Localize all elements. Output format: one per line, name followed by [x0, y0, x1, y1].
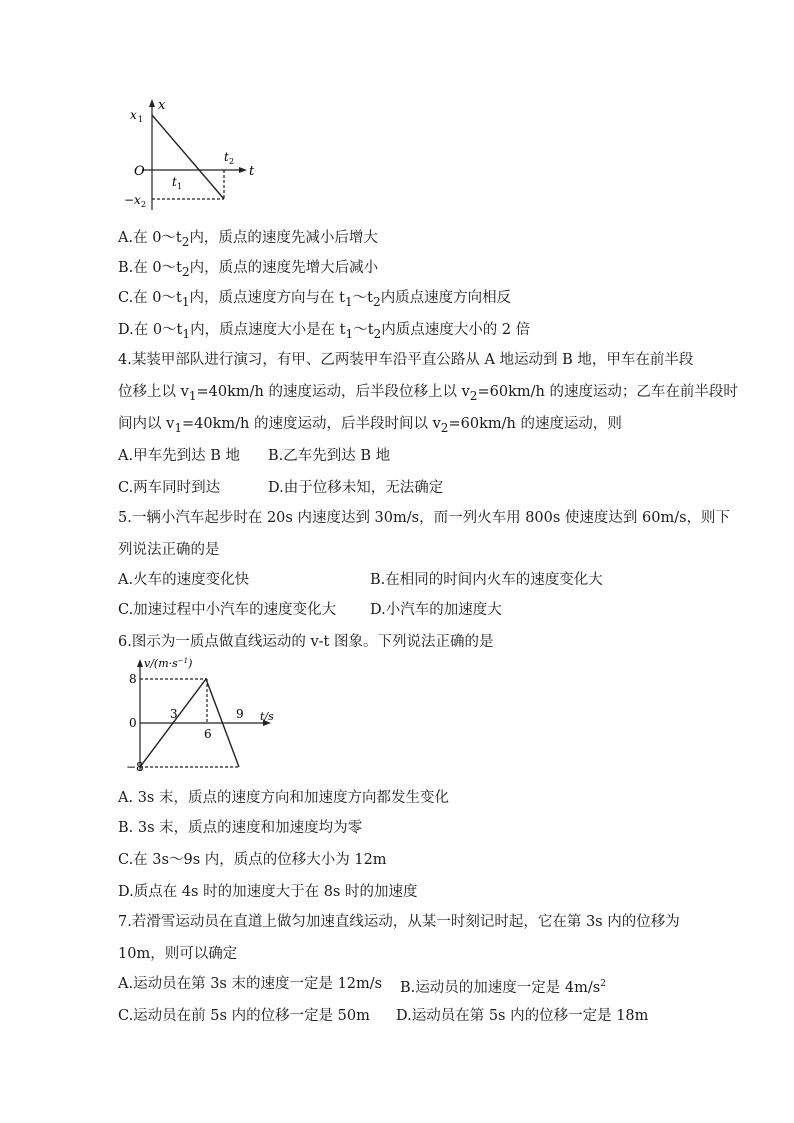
- q5-stem-line1: 5.一辆小汽车起步时在 20s 内速度达到 30m/s，而一列火车用 800s 使速度达到 60m/s，则下: [118, 510, 731, 526]
- x-axis-arrow: [149, 99, 155, 107]
- tick-neg8: −8: [126, 760, 144, 774]
- q4-option-a[interactable]: A.甲车先到达 B 地: [118, 448, 240, 464]
- q4-option-d[interactable]: D.由于位移未知，无法确定: [268, 480, 444, 496]
- q7-option-d[interactable]: D.运动员在第 5s 内的位移一定是 18m: [396, 1008, 649, 1024]
- q6-option-d[interactable]: D.质点在 4s 时的加速度大于在 8s 时的加速度: [118, 884, 418, 900]
- q7-stem-line2: 10m，则可以确定: [118, 946, 238, 962]
- tick-8: 8: [129, 672, 137, 686]
- q3-option-d[interactable]: D.在 $0\sim t_1$内，质点速度大小是在 $t_1\sim t_2$内质点速度大小的 2 倍: [118, 322, 531, 341]
- q7-option-c[interactable]: C.运动员在前 5s 内的位移一定是 50m: [118, 1008, 370, 1024]
- q5-option-c[interactable]: C.加速过程中小汽车的速度变化大: [118, 602, 337, 618]
- x-t-graph: [124, 95, 264, 215]
- tick-3: 3: [170, 707, 178, 721]
- q7-option-b[interactable]: B.运动员的加速度一定是 $4m/s^2$: [400, 979, 606, 996]
- q5-option-b[interactable]: B.在相同的时间内火车的速度变化大: [370, 572, 603, 588]
- q5-stem-line2: 列说法正确的是: [118, 542, 220, 558]
- q3-option-b[interactable]: B.在 $0\sim t_2$内，质点的速度先增大后减小: [118, 260, 379, 279]
- tick-6: 6: [204, 727, 212, 741]
- t-axis-label-2: t/s: [260, 710, 274, 723]
- x1-label: x: [130, 108, 137, 122]
- v-axis-label: $v/(m\cdot s^{-1})$: [144, 657, 193, 670]
- t-axis-label: t: [249, 164, 255, 179]
- q3-option-a[interactable]: A.在 $0\sim t_2$内，质点的速度先减小后增大: [118, 230, 378, 249]
- q6-option-b[interactable]: B. 3s 末，质点的速度和加速度均为零: [118, 820, 363, 836]
- q5-option-a[interactable]: A.火车的速度变化快: [118, 572, 250, 588]
- x1-sub: 1: [138, 115, 144, 124]
- q4-option-b[interactable]: B.乙车先到达 B 地: [268, 448, 391, 464]
- tick-9: 9: [236, 707, 244, 721]
- q6-option-a[interactable]: A. 3s 末，质点的速度方向和加速度方向都发生变化: [118, 790, 449, 806]
- q3-option-c[interactable]: C.在 $0\sim t_1$内，质点速度方向与在 $t_1\sim t_2$内质点速度方向相反: [118, 290, 512, 309]
- q4-stem-line2: 位移上以 $v_1=40km/h$ 的速度运动，后半段位移上以 $v_2=60km/h$ 的速度运动；乙车在前半段时: [118, 384, 738, 403]
- q4-stem-line1: 4.某装甲部队进行演习，有甲、乙两装甲车沿平直公路从 A 地运动到 B 地，甲车在前半段: [118, 352, 694, 368]
- t2-label: t: [224, 150, 229, 164]
- q4-stem-line3: 间内以 $v_1=40km/h$ 的速度运动，后半段时间以 $v_2=60km/h$ 的速度运动，则: [118, 416, 622, 435]
- t1-sub: 1: [177, 182, 183, 191]
- t1-label: t: [172, 175, 177, 189]
- v-axis-arrow: [137, 659, 143, 667]
- q6-stem-line1: 6.图示为一质点做直线运动的 v-t 图象。下列说法正确的是: [118, 634, 494, 650]
- t-axis-arrow: [239, 167, 247, 173]
- neg-x2-sub: 2: [141, 200, 147, 209]
- q5-option-d[interactable]: D.小汽车的加速度大: [370, 602, 502, 618]
- q4-option-c[interactable]: C.两车同时到达: [118, 480, 221, 496]
- v-t-graph: [128, 656, 288, 776]
- neg-x2-label: −x: [124, 193, 141, 207]
- q7-option-a[interactable]: A.运动员在第 3s 末的速度一定是 12m/s: [118, 976, 383, 992]
- t2-sub: 2: [229, 157, 235, 166]
- q7-stem-line1: 7.若滑雪运动员在直道上做匀加速直线运动，从某一时刻记时起，它在第 3s 内的位移为: [118, 914, 680, 930]
- tick-0: 0: [129, 716, 137, 730]
- q6-option-c[interactable]: C.在 3s～9s 内，质点的位移大小为 12m: [118, 852, 387, 868]
- origin-label: O: [134, 164, 145, 179]
- x-axis-label: x: [158, 98, 166, 113]
- x-t-line: [152, 115, 224, 199]
